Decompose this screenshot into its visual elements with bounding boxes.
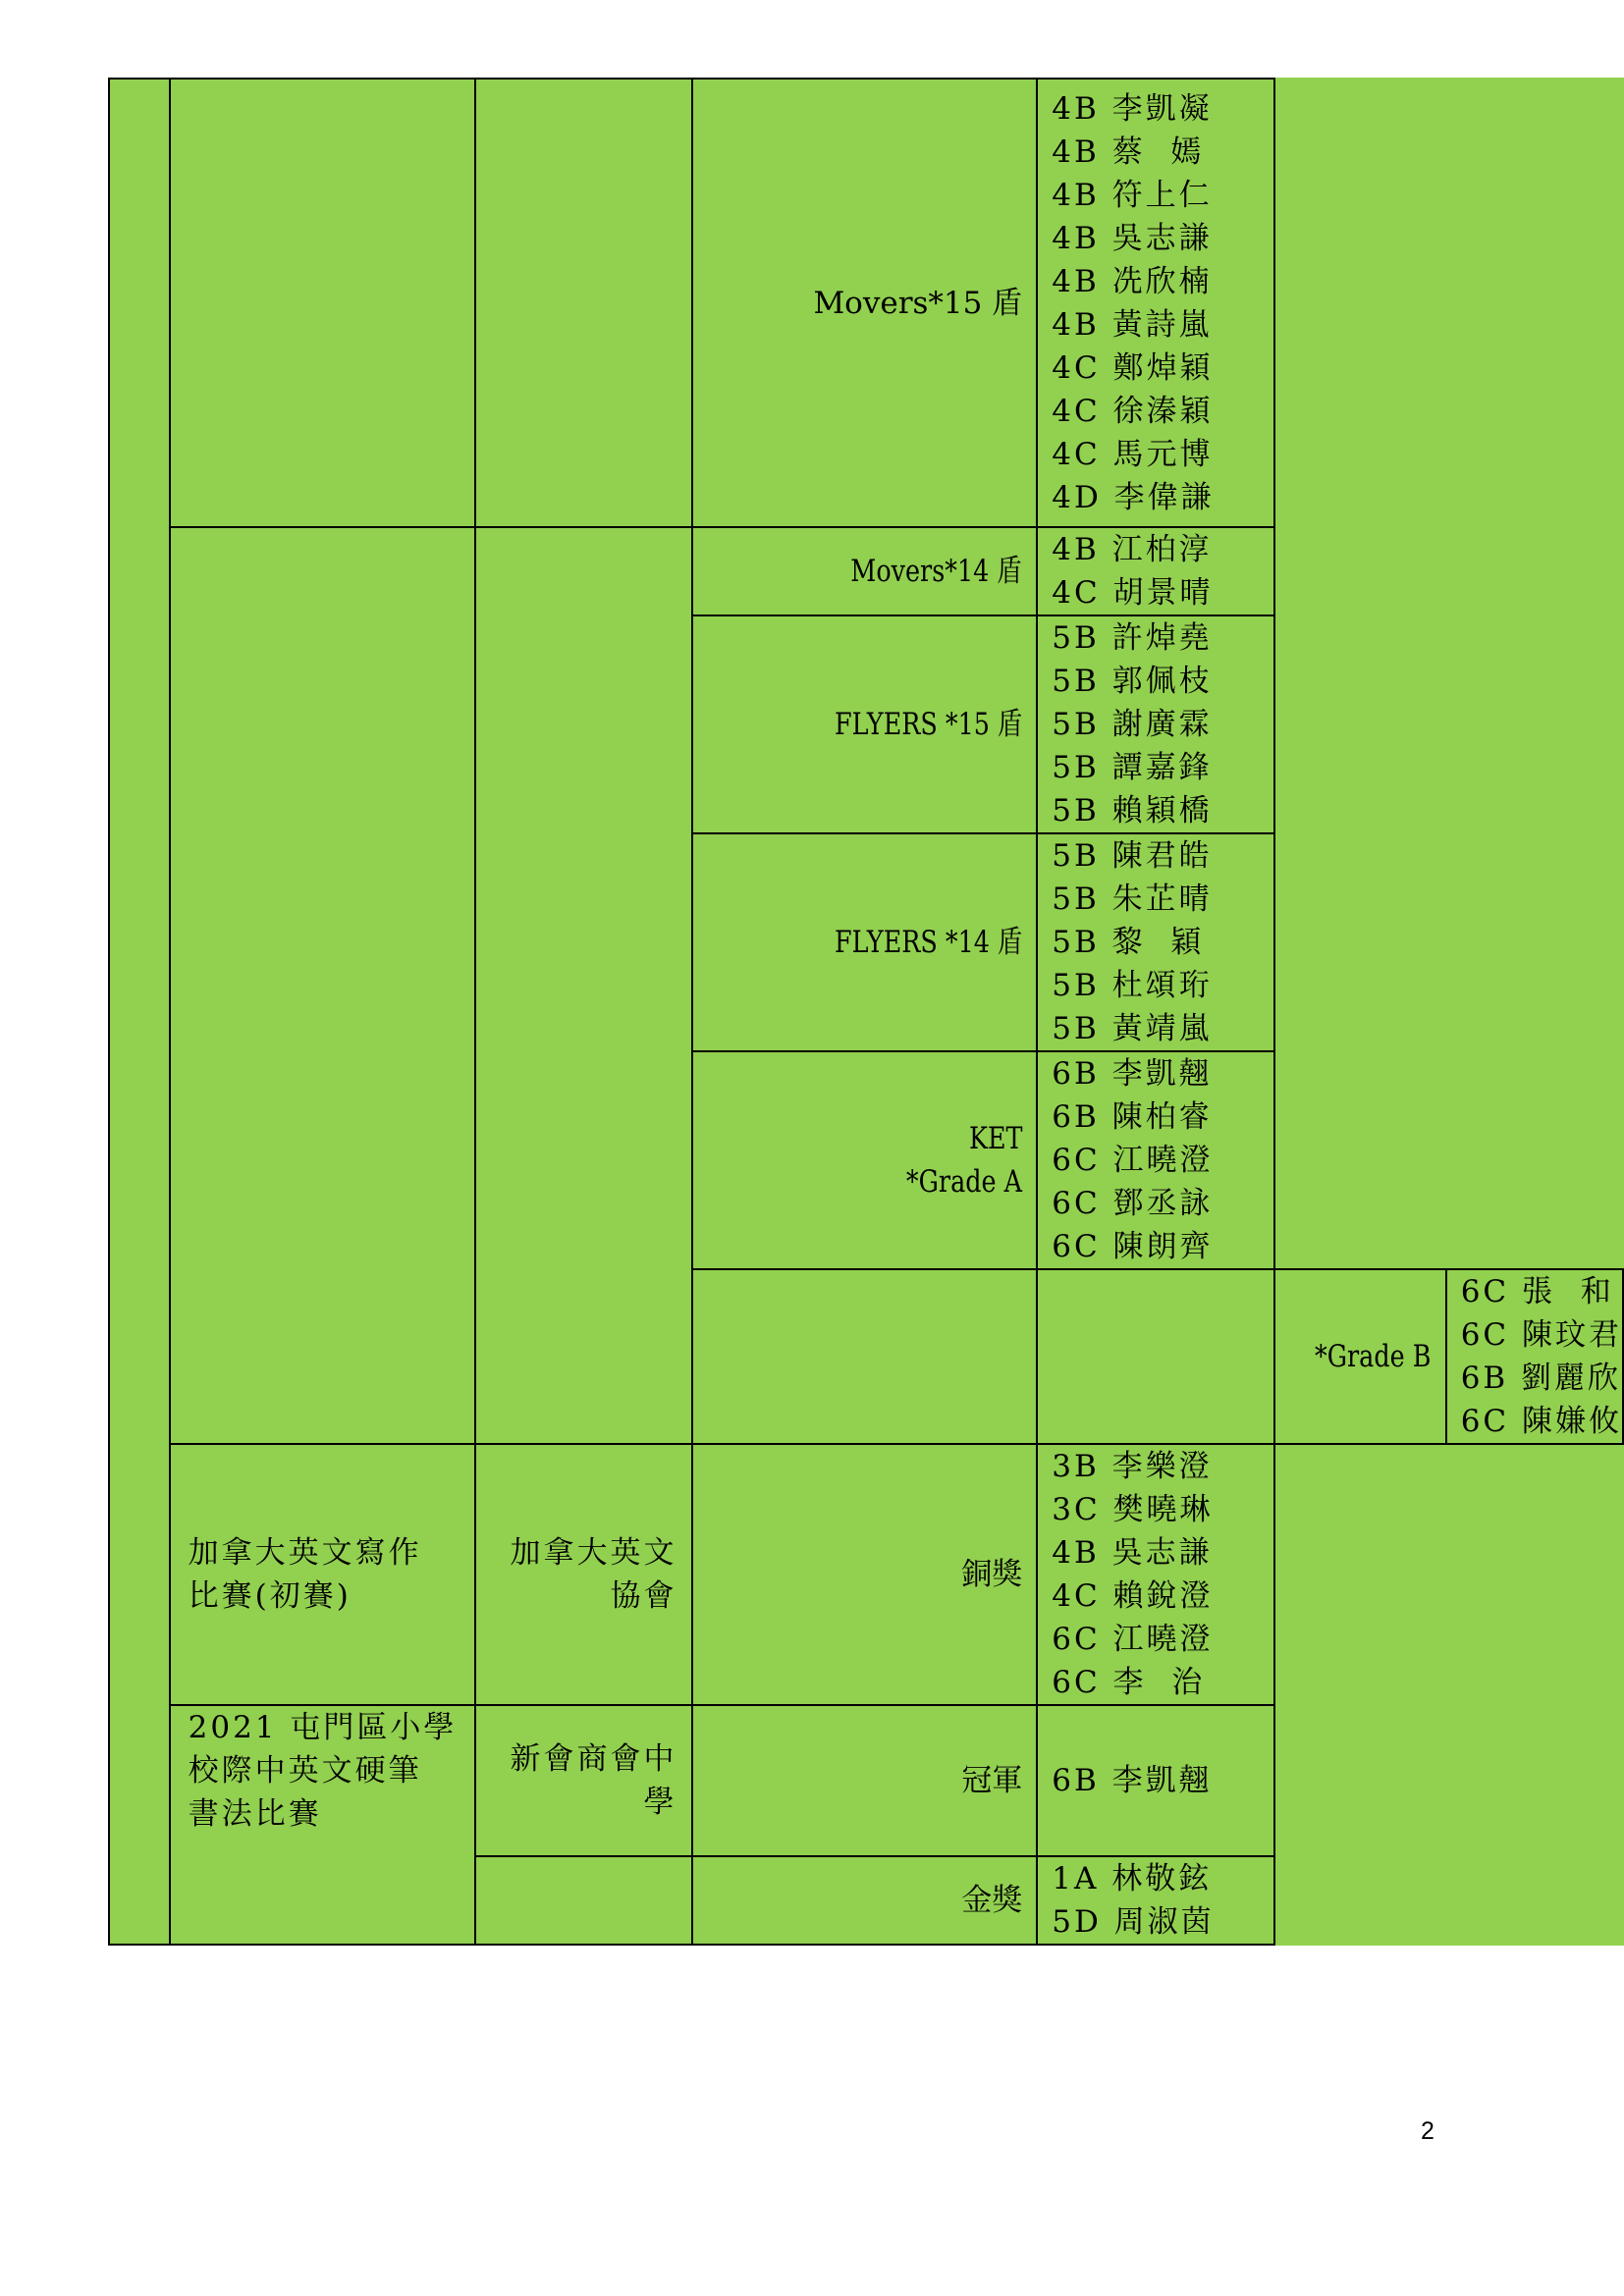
student-name: 6B 劉麗欣: [1460, 1361, 1622, 1396]
student-name: 6C 陳玟君: [1460, 1317, 1622, 1353]
student-name: 5D 周淑茵: [1052, 1904, 1215, 1940]
page-number: 2: [1421, 2117, 1435, 2145]
student-name: 6C 鄧丞詠: [1052, 1186, 1214, 1221]
names-cell: [1037, 527, 1274, 615]
award-cell: [692, 615, 1038, 833]
student-name: 4C 馬元博: [1052, 436, 1214, 472]
student-name: 6C 張 和: [1460, 1274, 1614, 1309]
names-cell: [1037, 1051, 1274, 1269]
student-name: 5B 許焯堯: [1052, 620, 1213, 656]
organizer-name: 加拿大英文協會: [510, 1535, 677, 1614]
award-label: *Grade B: [1315, 1339, 1432, 1374]
student-name: 5B 賴穎橋: [1052, 793, 1213, 828]
competition-cell: [170, 1444, 476, 1705]
award-label: FLYERS *14 盾: [834, 925, 1023, 960]
award-cell: [692, 1705, 1038, 1856]
student-name: 4B 李凱凝: [1052, 90, 1213, 127]
student-name: 4B 符上仁: [1052, 177, 1213, 213]
student-name: 5B 陳君皓: [1052, 838, 1213, 874]
student-name: 5B 黃靖嵐: [1052, 1011, 1213, 1046]
student-name: 6C 江曉澄: [1052, 1143, 1214, 1178]
student-name: 5B 郭佩枝: [1052, 664, 1213, 699]
student-name: 6B 李凱翹: [1052, 1763, 1213, 1798]
award-label: Movers*15 盾: [813, 285, 1023, 321]
category-cell: [109, 79, 170, 1945]
award-cell: [692, 1444, 1038, 1705]
competition-name: 2021 屯門區小學: [188, 1710, 458, 1745]
student-name: 4B 黃詩嵐: [1052, 306, 1213, 343]
table-row: [109, 1705, 1623, 1856]
award-label: KET: [968, 1121, 1023, 1156]
award-label: 銅獎: [961, 1557, 1023, 1592]
award-cell: [692, 833, 1038, 1051]
award-label: *Grade A: [906, 1164, 1023, 1200]
award-label: 金獎: [961, 1883, 1023, 1918]
competition-cell: [692, 1269, 1038, 1444]
student-name: 6B 陳柏睿: [1052, 1099, 1213, 1135]
student-name: 4B 吳志謙: [1052, 1535, 1213, 1571]
student-name: 6C 陳嫌攸: [1460, 1404, 1622, 1439]
student-name: 5B 譚嘉鋒: [1052, 750, 1213, 785]
competition-cell: [170, 79, 476, 527]
names-cell: [1037, 1856, 1274, 1945]
award-label: FLYERS *15 盾: [834, 707, 1023, 742]
student-name: 4B 江柏淳: [1052, 532, 1213, 567]
names-cell: [1037, 1444, 1274, 1705]
student-name: 4C 鄭焯穎: [1052, 349, 1214, 386]
competition-name: 書法比賽: [188, 1796, 322, 1832]
competition-cell: [170, 1705, 476, 1945]
names-cell: [1446, 1269, 1623, 1444]
table-row: [109, 1444, 1623, 1705]
student-name: 6C 江曉澄: [1052, 1622, 1214, 1657]
awards-table: [108, 78, 1624, 1946]
organizer-name: 新會商會中學: [510, 1741, 677, 1820]
names-cell: [1037, 79, 1274, 527]
names-cell: [1037, 833, 1274, 1051]
table-row: [109, 79, 1623, 527]
organizer-cell: [475, 1705, 691, 1856]
student-name: 5B 杜頌珩: [1052, 968, 1213, 1003]
award-cell: [692, 1856, 1038, 1945]
student-name: 6C 陳朗齊: [1052, 1229, 1214, 1264]
student-name: 4C 賴銳澄: [1052, 1578, 1214, 1614]
student-name: 4B 吳志謙: [1052, 220, 1213, 256]
organizer-cell: [475, 527, 691, 1444]
student-name: 4B 蔡 嫣: [1052, 133, 1205, 170]
organizer-cell: [475, 79, 691, 527]
student-name: 1A 林敬鉉: [1052, 1861, 1213, 1896]
student-name: 4C 胡景晴: [1052, 575, 1214, 611]
student-name: 6C 李 治: [1052, 1665, 1206, 1700]
student-name: 6B 李凱翹: [1052, 1056, 1213, 1092]
student-name: 3C 樊曉琳: [1052, 1492, 1214, 1527]
competition-name: 校際中英文硬筆: [188, 1753, 422, 1789]
student-name: 5B 黎 穎: [1052, 925, 1205, 960]
award-label: 冠軍: [961, 1763, 1023, 1798]
award-cell: [692, 1051, 1038, 1269]
award-cell: [1274, 1269, 1445, 1444]
organizer-cell: [1037, 1269, 1274, 1444]
organizer-cell: [475, 1856, 691, 1945]
award-cell: [692, 79, 1038, 527]
student-name: 5B 謝廣霖: [1052, 707, 1213, 742]
award-label: Movers*14 盾: [850, 554, 1023, 589]
student-name: 4C 徐溱穎: [1052, 393, 1214, 429]
competition-cell: [170, 527, 476, 1444]
competition-name: 比賽(初賽): [188, 1578, 352, 1614]
student-name: 5B 朱芷晴: [1052, 881, 1213, 917]
student-name: 4D 李偉謙: [1052, 479, 1215, 515]
competition-name: 加拿大英文寫作: [188, 1535, 422, 1571]
award-cell: [692, 527, 1038, 615]
table-row: [109, 527, 1623, 615]
organizer-cell: [475, 1444, 691, 1705]
names-cell: [1037, 1705, 1274, 1856]
names-cell: [1037, 615, 1274, 833]
student-name: 4B 冼欣楠: [1052, 263, 1213, 299]
student-name: 3B 李樂澄: [1052, 1449, 1213, 1484]
